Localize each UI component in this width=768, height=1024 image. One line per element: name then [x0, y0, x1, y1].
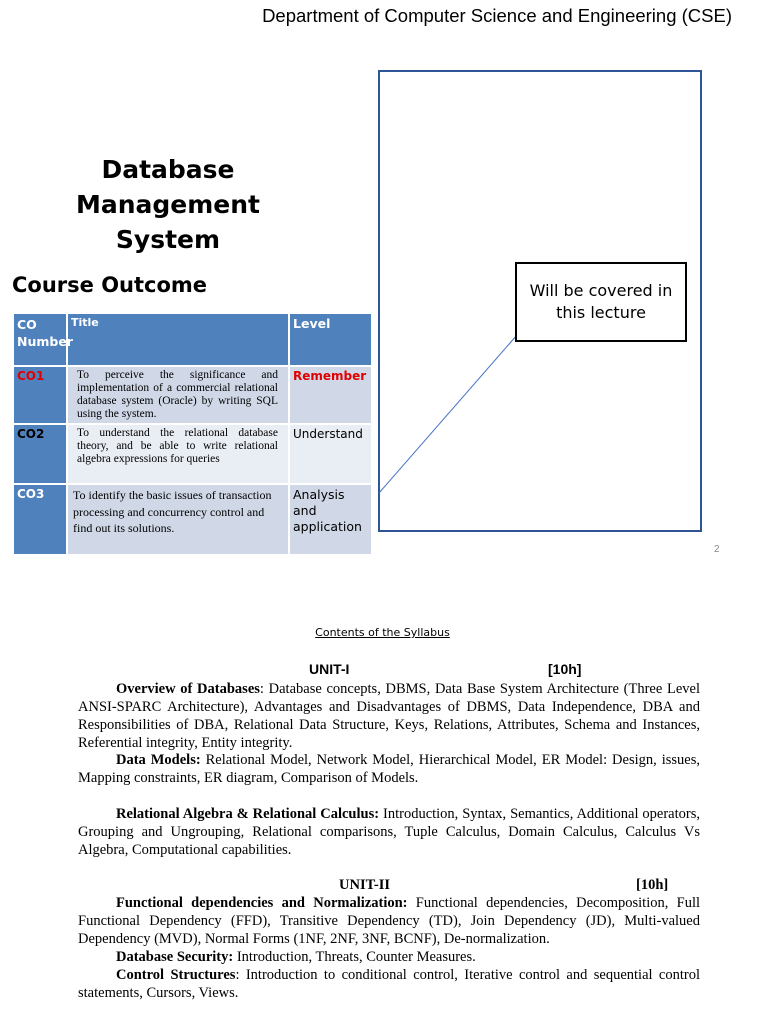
co-title: To perceive the significance and implementation of a commercial relational database system (Oracle) by writing SQL using the system. [67, 366, 289, 424]
column-header-co-number: CO Number [13, 313, 67, 366]
connector-line [379, 335, 517, 493]
unit2-normalization-paragraph [78, 894, 700, 948]
unit2-security-heading: Database Security: [116, 949, 234, 965]
course-outcome-heading: Course Outcome [12, 273, 208, 297]
unit2-normalization-text: Functional dependencies, Decomposition, Full Functional Dependency (FFD), Transitive Dependency (TD), Join Dependency (JD), Multi-valued Dependency (MVD), Normal Forms (1NF, 2NF, 3NF, BCNF), De-normalization. [78, 895, 701, 947]
unit2-security-paragraph [78, 948, 700, 966]
slide-title-line1: Database [101, 155, 235, 184]
slide-title-line2: Management System [75, 190, 261, 254]
unit2-security-text: Introduction, Threats, Counter Measures. [233, 949, 476, 965]
unit1-relalg-paragraph [78, 805, 700, 859]
unit2-control-paragraph [78, 966, 700, 1002]
column-header-title: Title [67, 313, 289, 366]
unit1-overview-text: : Database concepts, DBMS, Data Base System Architecture (Three Level ANSI-SPARC Architecture), Advantages and Disadvantages of DBMS, Data Independence, DBA and Responsibilities of DBA, Relational Data Structure, Keys, Relations, Attributes, Schema and Instances, Referential integrity, Entity integrity. [78, 681, 700, 751]
co-level: Remember [289, 366, 372, 424]
co-title: To understand the relational database theory, and be able to write relational algebra expressions for queries [67, 424, 289, 484]
unit1-label: UNIT-I [309, 661, 350, 677]
lecture-callout: Will be covered in this lecture [515, 262, 687, 342]
unit2-label: UNIT-II [339, 877, 391, 893]
co-code: CO3 [13, 484, 67, 555]
syllabus-title: Contents of the Syllabus [315, 626, 450, 639]
unit2-control-heading: Control Structures [116, 967, 236, 983]
co-level: Understand [289, 424, 372, 484]
unit1-datamodels-text: Relational Model, Network Model, Hierarchical Model, ER Model: Design, issues, Mapping constraints, ER diagram, Comparison of Models. [78, 752, 700, 786]
unit2-control-text: : Introduction to conditional control, Iterative control and sequential control statements, Cursors, Views. [78, 967, 700, 1001]
unit1-overview-heading: Overview of Databases [116, 681, 260, 697]
unit1-datamodels-heading: Data Models: [116, 752, 201, 768]
co-code: CO2 [13, 424, 67, 484]
department-header: Department of Computer Science and Engineering (CSE) [262, 5, 732, 26]
unit1-relalg-text: Introduction, Syntax, Semantics, Additional operators, Grouping and Ungrouping, Relational comparisons, Tuple Calculus, Domain Calculus, Calculus Vs Algebra, Computational capabilities. [78, 806, 700, 858]
unit1-overview-paragraph [78, 680, 700, 752]
column-header-level: Level [289, 313, 372, 366]
co-level: Analysis and application [289, 484, 372, 555]
page-number: 2 [714, 544, 720, 555]
unit1-datamodels-paragraph [78, 751, 700, 787]
co-title: To identify the basic issues of transaction processing and concurrency control and find out its solutions. [67, 484, 289, 555]
unit1-hours: [10h] [548, 661, 582, 677]
unit2-normalization-heading: Functional dependencies and Normalization: [116, 895, 408, 911]
unit1-relalg-heading: Relational Algebra & Relational Calculus: [116, 806, 380, 822]
co-code: CO1 [13, 366, 67, 424]
unit2-hours: [10h] [636, 877, 669, 893]
